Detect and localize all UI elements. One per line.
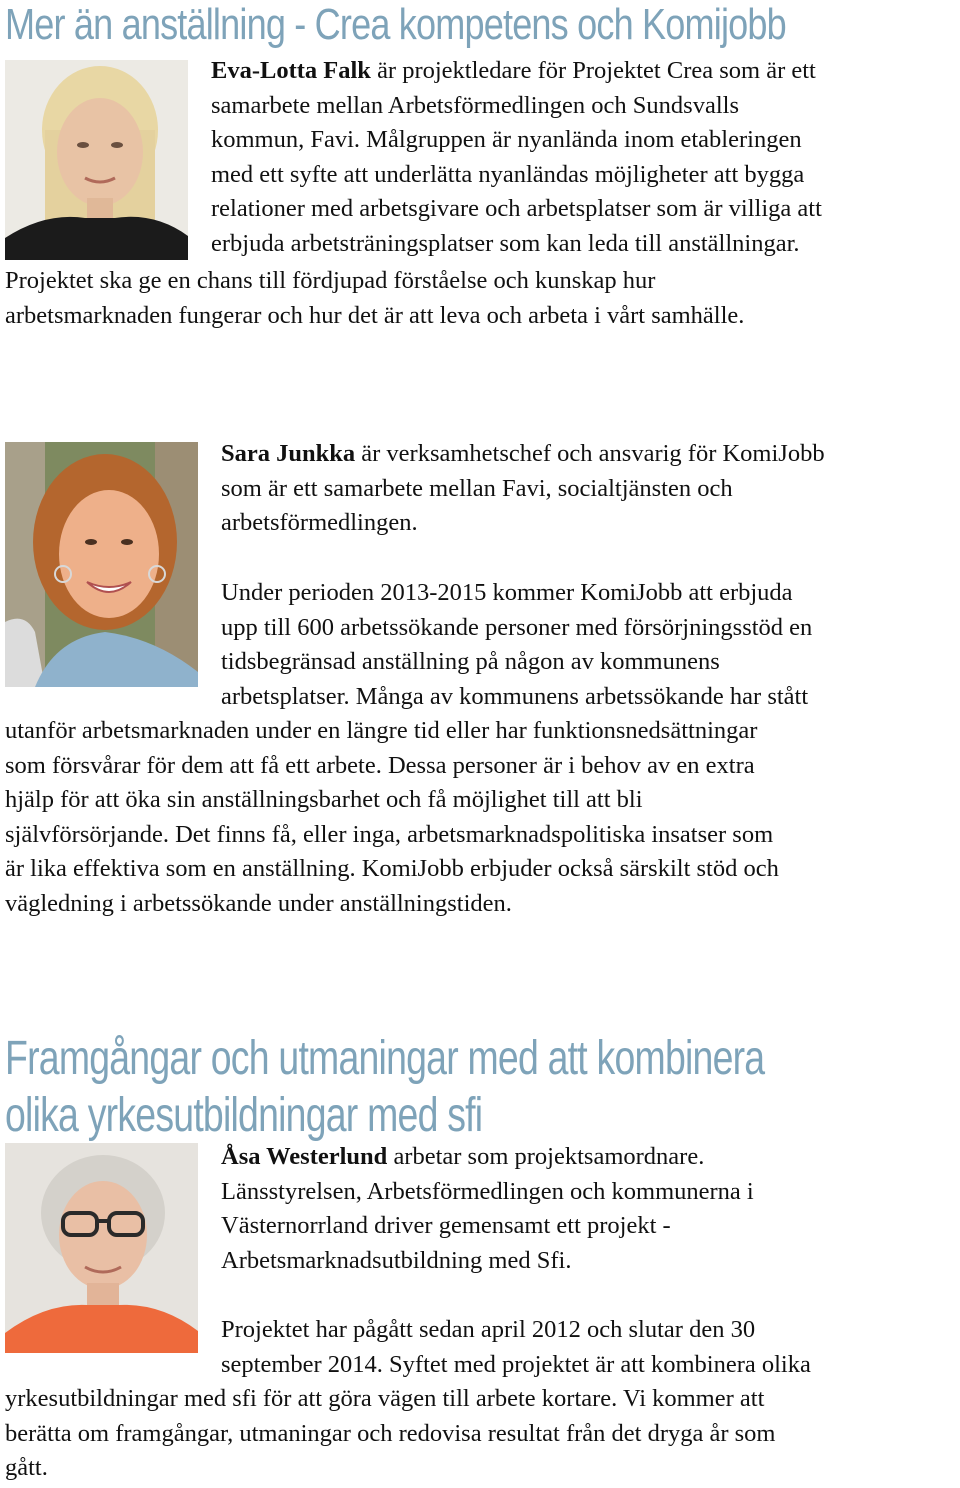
text-line-1: Projektet har pågått sedan april 2012 och slutar den 30 <box>221 1316 756 1343</box>
text-line-6: som försvårar för dem att få ett arbete. Dessa personer är i behov av en extra <box>5 751 755 779</box>
portrait-photo-eva-lotta-falk <box>5 60 188 260</box>
text-line-2: samarbete mellan Arbetsförmedlingen och Sundsvalls <box>211 91 739 119</box>
text-line-1: är verksamhetschef och ansvarig för KomiJobb <box>355 440 825 467</box>
text-line-3: kommun, Favi. Målgruppen är nyanlända inom etableringen <box>211 126 802 153</box>
text-line-2: Länsstyrelsen, Arbetsförmedlingen och kommunerna i <box>221 1177 754 1205</box>
text-line-9: är lika effektiva som en anställning. KomiJobb erbjuder också särskilt stöd och <box>5 855 779 882</box>
paragraph-project-duration <box>221 1313 811 1382</box>
text-line <box>211 54 822 89</box>
section-heading-yrkesutbildningar-sfi <box>5 1030 764 1144</box>
paragraph-komijobb-continued <box>5 714 779 921</box>
heading-line-1: Framgångar och utmaningar med att kombinera <box>5 1032 765 1085</box>
section-heading-crea-komijobb: Mer än anställning - Crea kompetens och Komijobb <box>5 0 786 49</box>
paragraph-eva-lotta-falk <box>211 54 822 261</box>
paragraph-komijobb-period <box>221 576 812 714</box>
portrait-photo-asa-westerlund <box>5 1143 198 1353</box>
text-line-5: relationer med arbetsgivare och arbetsplatser som är villiga att <box>211 195 822 222</box>
person-name-eva-lotta-falk: Eva-Lotta Falk <box>211 57 371 84</box>
text-line-1: Under perioden 2013-2015 kommer KomiJobb att erbjuda <box>221 579 793 606</box>
heading-line-2: olika yrkesutbildningar med sfi <box>5 1089 483 1142</box>
text-line <box>221 1140 754 1175</box>
text-line-5: utanför arbetsmarknaden under en längre tid eller har funktionsnedsättningar <box>5 717 758 744</box>
text-line-2: som är ett samarbete mellan Favi, socialtjänsten och <box>221 474 733 502</box>
paragraph-asa-westerlund <box>221 1140 754 1278</box>
person-name-asa-westerlund: Åsa Westerlund <box>221 1143 388 1170</box>
paragraph-crea-continued <box>5 264 744 333</box>
text-line-8: arbetsmarknaden fungerar och hur det är att leva och arbeta i vårt samhälle. <box>5 301 745 329</box>
text-line <box>221 437 825 472</box>
text-line-3: yrkesutbildningar med sfi för att göra vägen till arbete kortare. Vi kommer att <box>5 1385 765 1412</box>
portrait-photo-sara-junkka <box>5 442 198 687</box>
text-line-3: Västernorrland driver gemensamt ett projekt - <box>221 1212 671 1239</box>
text-line-7: Projektet ska ge en chans till fördjupad förståelse och kunskap hur <box>5 267 656 294</box>
text-line-10: vägledning i arbetssökande under anställningstiden. <box>5 889 512 917</box>
text-line-4: arbetsplatser. Många av kommunens arbetssökande har stått <box>221 682 809 710</box>
text-line-5: gått. <box>5 1454 48 1481</box>
text-line-8: självförsörjande. Det finns få, eller inga, arbetsmarknadspolitiska insatser som <box>5 820 774 848</box>
text-line-1: arbetar som projektsamordnare. <box>387 1143 705 1170</box>
text-line-3: arbetsförmedlingen. <box>221 509 418 536</box>
text-line-7: hjälp för att öka sin anställningsbarhet och få möjlighet till att bli <box>5 786 643 813</box>
text-line-2: upp till 600 arbetssökande personer med försörjningsstöd en <box>221 613 813 641</box>
text-line-3: tidsbegränsad anställning på någon av kommunens <box>221 648 720 675</box>
text-line-4: med ett syfte att underlätta nyanländas möjligheter att bygga <box>211 160 805 188</box>
person-name-sara-junkka: Sara Junkka <box>221 440 356 467</box>
paragraph-sara-junkka <box>221 437 825 541</box>
text-line-4: Arbetsmarknadsutbildning med Sfi. <box>221 1246 572 1274</box>
text-line-6: erbjuda arbetsträningsplatser som kan leda till anställningar. <box>211 229 800 257</box>
text-line-2: september 2014. Syftet med projektet är att kombinera olika <box>221 1350 811 1378</box>
paragraph-project-continued <box>5 1382 775 1486</box>
text-line-1: är projektledare för Projektet Crea som är ett <box>370 57 816 84</box>
text-line-4: berätta om framgångar, utmaningar och redovisa resultat från det dryga år som <box>5 1419 776 1447</box>
